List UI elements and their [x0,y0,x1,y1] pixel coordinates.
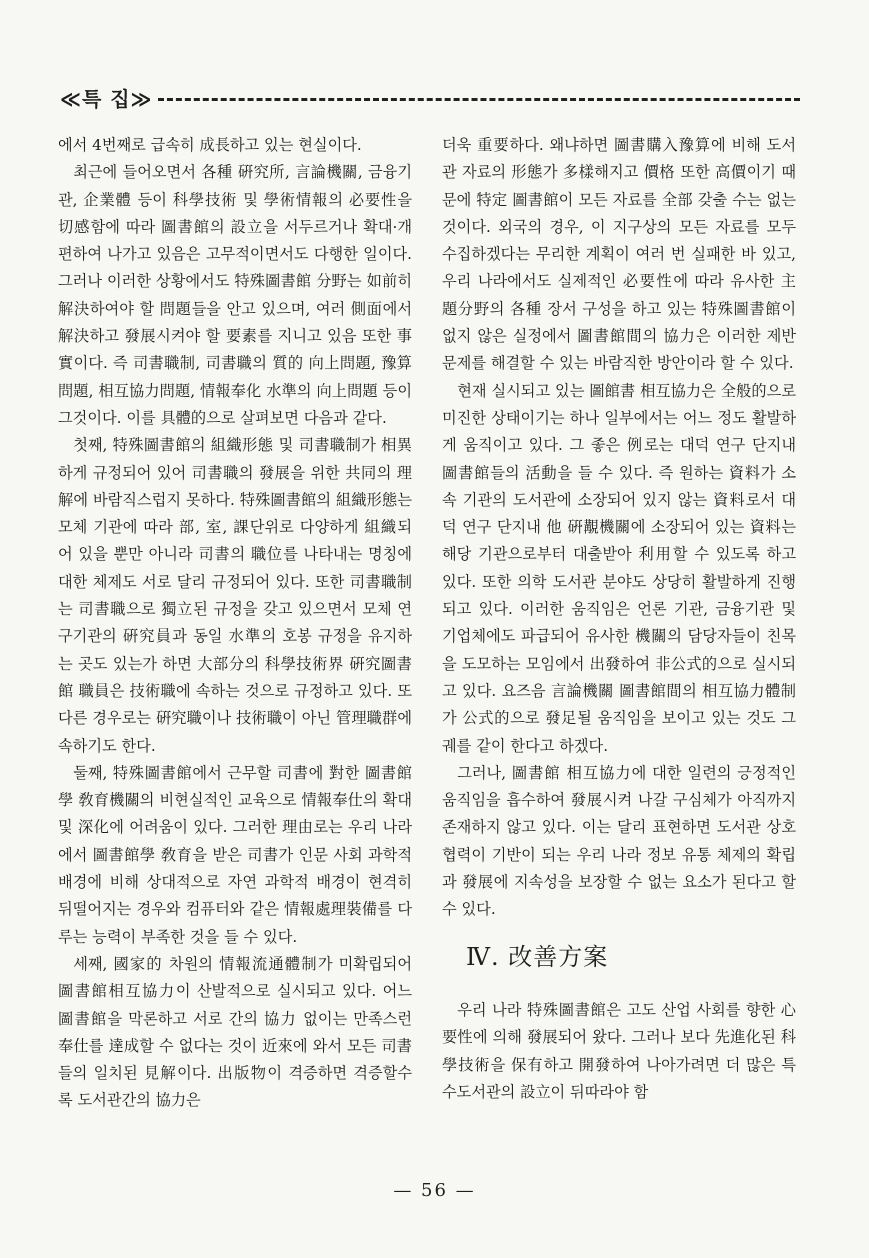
page-number: — 56 — [393,1180,476,1201]
paragraph: 세째, 國家的 차원의 情報流通體制가 미확립되어 圖書館相互協力이 산발적으로 실시되고 있다. 어느 圖書館을 막론하고 서로 간의 協力 없이는 만족스런 奉仕를 達成할 수 없다는 것이 近來에 와서 모든 司書들의 일치된 見解이다. 出版物이 격증하면 격증할수록 도서관간의 協力은 [58,954,412,1110]
paragraph: 첫째, 特殊圖書館의 組織形態 및 司書職制가 相異하게 규정되어 있어 司書職의 發展을 위한 共同의 理解에 바람직스럽지 못하다. 特殊圖書館의 組織形態는 모체 기관에 따라 部, 室, 課단위로 다양하게 組織되어 있을 뿐만 아니라 司書의 職位를 나타내는 명칭에 대한 체제도 서로 달리 규정되어 있다. 또한 司書職制는 司書職으로 獨立된 규정을 갖고 있으면서 모체 연구기관의 硏究員과 동일 水準의 호봉 규정을 유지하는 곳도 있는가 하면 大部分의 科學技術界 硏究圖書館 職員은 技術職에 속하는 것으로 규정하고 있다. 또 다른 경우로는 硏究職이나 技術職이 아닌 管理職群에 속하기도 한다. [58,436,412,755]
section-heading: Ⅳ. 改善方案 [466,942,609,971]
paragraph: 최근에 들어오면서 各種 硏究所, 言論機關, 금융기관, 企業體 등이 科學技術 및 學術情報의 必要性을 切感함에 따라 圖書館의 設立을 서두르거나 확대·개편하여 나가고 있음은 고무적이면서도 다행한 일이다. 그러나 이러한 상황에서도 特殊圖書館 分野는 如前히 解決하여야 할 問題들을 안고 있으며, 여러 側面에서 解決하고 發展시켜야 할 要素를 지니고 있음 또한 事實이다. 즉 司書職制, 司書職의 質的 向上問題, 豫算問題, 相互協力問題, 情報奉化 水準의 向上問題 등이 그것이다. 이를 具體的으로 살펴보면 다음과 같다. [58,163,412,427]
paragraph: 에서 4번째로 급속히 成長하고 있는 현실이다. [58,136,362,154]
paragraph: 우리 나라 特殊圖書館은 고도 산업 사회를 향한 心要性에 의해 發展되어 왔다. 그러나 보다 先進化된 科學技術을 保有하고 開發하여 나아가려면 더 많은 특수도서관의 設立이 뒤따라야 함 [442,1000,796,1101]
header-dashed-rule [158,98,800,101]
paragraph: 더욱 重要하다. 왜냐하면 圖書購入豫算에 비해 도서관 자료의 形態가 多樣해지고 價格 또한 高價이기 때문에 特定 圖書館이 모든 자료를 全部 갖출 수는 없는 것이다. 외국의 경우, 이 지구상의 모든 자료를 모두 수집하겠다는 무리한 계획이 여러 번 실패한 바 있고, 우리 나라에서도 실제적인 必要性에 따라 유사한 主題分野의 各種 장서 구성을 하고 있는 特殊圖書館이 없지 않은 실정에서 圖書館間의 協力은 이러한 제반 문제를 해결할 수 있는 바람직한 방안이라 할 수 있다. [442,136,796,373]
paragraph: 그러나, 圖書館 相互協力에 대한 일련의 긍정적인 움직임을 흡수하여 發展시켜 나갈 구심체가 아직까지 존재하지 않고 있다. 이는 달리 표현하면 도서관 상호 협력이 기반이 되는 우리 나라 정보 유통 체제의 확립과 發展에 지속성을 보장할 수 없는 요소가 된다고 할 수 있다. [442,763,796,919]
page-header [60,82,800,112]
paragraph: 둘째, 特殊圖書館에서 근무할 司書에 對한 圖書館學 敎育機關의 비현실적인 교육으로 情報奉仕의 확대 및 深化에 어려움이 있다. 그러한 理由로는 우리 나라에서 圖書館學 敎育을 받은 司書가 인문 사회 과학적 배경에 비해 상대적으로 자연 과학적 배경이 현격히 뒤떨어지는 경우와 컴퓨터와 같은 情報處理裝備를 다루는 능력이 부족한 것을 들 수 있다. [58,763,412,946]
left-column [58,132,412,1115]
paragraph: 현재 실시되고 있는 圖館書 相互協力은 全般的으로 미진한 상태이기는 하나 일부에서는 어느 정도 활발하게 움직이고 있다. 그 좋은 例로는 대덕 연구 단지내 圖書館들의 活動을 들 수 있다. 즉 원하는 資料가 소속 기관의 도서관에 소장되어 있지 않는 資料로서 대덕 연구 단지내 他 硏覯機關에 소장되어 있는 資料는 해당 기관으로부터 대출받아 利用할 수 있도록 하고 있다. 또한 의학 도서관 분야도 상당히 활발하게 진행되고 있다. 이러한 움직임은 언론 기관, 금융기관 및 기업체에도 파급되어 유사한 機關의 담당자들이 친목을 도모하는 모임에서 出發하여 非公式的으로 실시되고 있다. 요즈음 言論機關 圖書館間의 相互協力體制가 公式的으로 發足될 움직임을 보이고 있는 것도 그 궤를 같이 한다고 하겠다. [442,381,796,755]
right-column [442,132,796,1106]
section-label: ≪특 집≫ [60,86,153,111]
